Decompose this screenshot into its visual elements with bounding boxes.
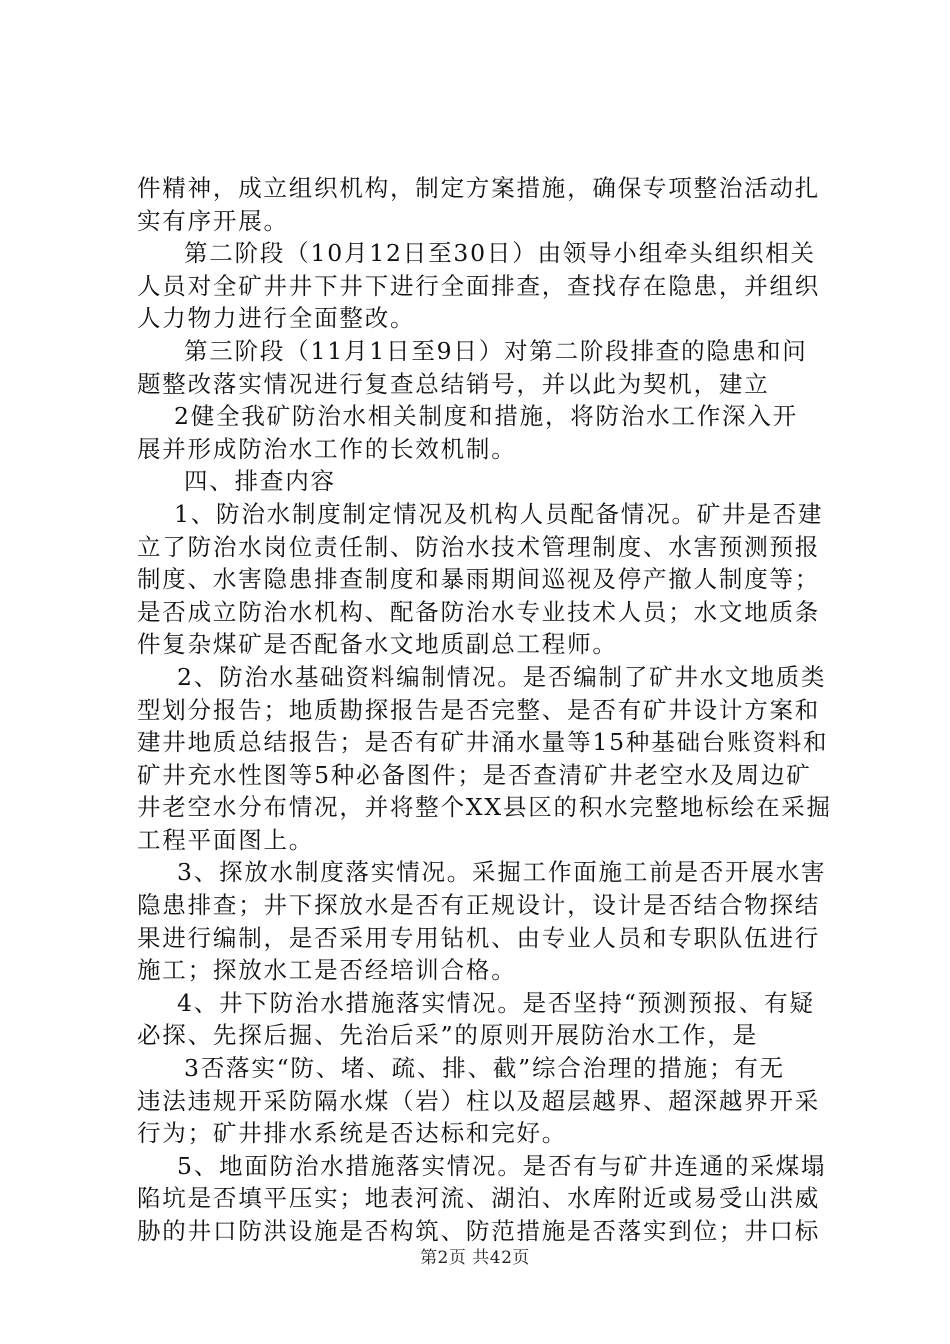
text-line: 2健全我矿防治水相关制度和措施，将防治水工作深入开	[174, 402, 798, 431]
text-line: 必探、先探后掘、先治后采”的原则开展防治水工作，是	[137, 1021, 759, 1050]
page-number-footer: 第2页 共42页	[420, 1248, 530, 1268]
text-line: 建井地质总结报告；是否有矿井涌水量等15种基础台账资料和	[137, 728, 829, 757]
text-line: 展并形成防治水工作的长效机制。	[137, 434, 517, 463]
text-line: 工程平面图上。	[137, 825, 315, 854]
text-line: 3、探放水制度落实情况。采掘工作面施工前是否开展水害	[177, 858, 827, 887]
text-line: 施工；探放水工是否经培训合格。	[137, 956, 517, 985]
text-line: 件复杂煤矿是否配备水文地质副总工程师。	[137, 630, 618, 659]
text-line: 井老空水分布情况，并将整个XX县区的积水完整地标绘在采掘	[137, 793, 832, 822]
text-line: 2、防治水基础资料编制情况。是否编制了矿井水文地质类	[177, 662, 827, 691]
text-line: 实有序开展。	[137, 206, 289, 235]
text-line: 1、防治水制度制定情况及机构人员配备情况。矿井是否建	[174, 499, 824, 528]
text-line: 矿井充水性图等5种必备图件；是否查清矿井老空水及周边矿	[137, 760, 812, 789]
text-line: 第三阶段（11月1日至9日）对第二阶段排查的隐患和问	[184, 336, 808, 365]
text-line: 立了防治水岗位责任制、防治水技术管理制度、水害预测预报	[137, 532, 821, 561]
text-line: 果进行编制，是否采用专用钻机、由专业人员和专职队伍进行	[137, 923, 821, 952]
text-line: 人员对全矿井井下井下进行全面排查，查找存在隐患，并组织	[137, 271, 821, 300]
text-line: 人力物力进行全面整改。	[137, 304, 416, 333]
text-line: 5、地面防治水措施落实情况。是否有与矿井连通的采煤塌	[177, 1151, 827, 1180]
text-line: 陷坑是否填平压实；地表河流、湖泊、水库附近或易受山洪威	[137, 1184, 821, 1213]
document-body	[137, 172, 837, 1248]
section-heading: 四、排查内容	[184, 467, 336, 496]
text-line: 行为；矿井排水系统是否达标和完好。	[137, 1119, 568, 1148]
text-line: 3否落实“防、堵、疏、排、截”综合治理的措施；有无	[184, 1054, 785, 1083]
text-line: 违法违规开采防隔水煤（岩）柱以及超层越界、超深越界开采	[137, 1086, 821, 1115]
text-line: 隐患排查；井下探放水是否有正规设计，设计是否结合物探结	[137, 891, 821, 920]
text-line: 题整改落实情况进行复查总结销号，并以此为契机，建立	[137, 369, 770, 398]
text-line: 是否成立防治水机构、配备防治水专业技术人员；水文地质条	[137, 597, 821, 626]
text-line: 胁的井口防洪设施是否构筑、防范措施是否落实到位；井口标	[137, 1217, 821, 1245]
text-line: 第二阶段（10月12日至30日）由领导小组牵头组织相关	[184, 239, 816, 268]
text-line: 制度、水害隐患排查制度和暴雨期间巡视及停产撤人制度等；	[137, 565, 821, 594]
text-line: 4、井下防治水措施落实情况。是否坚持“预测预报、有疑	[177, 988, 815, 1017]
text-line: 型划分报告；地质勘探报告是否完整、是否有矿井设计方案和	[137, 695, 821, 724]
text-line: 件精神，成立组织机构，制定方案措施，确保专项整治活动扎	[137, 174, 821, 202]
